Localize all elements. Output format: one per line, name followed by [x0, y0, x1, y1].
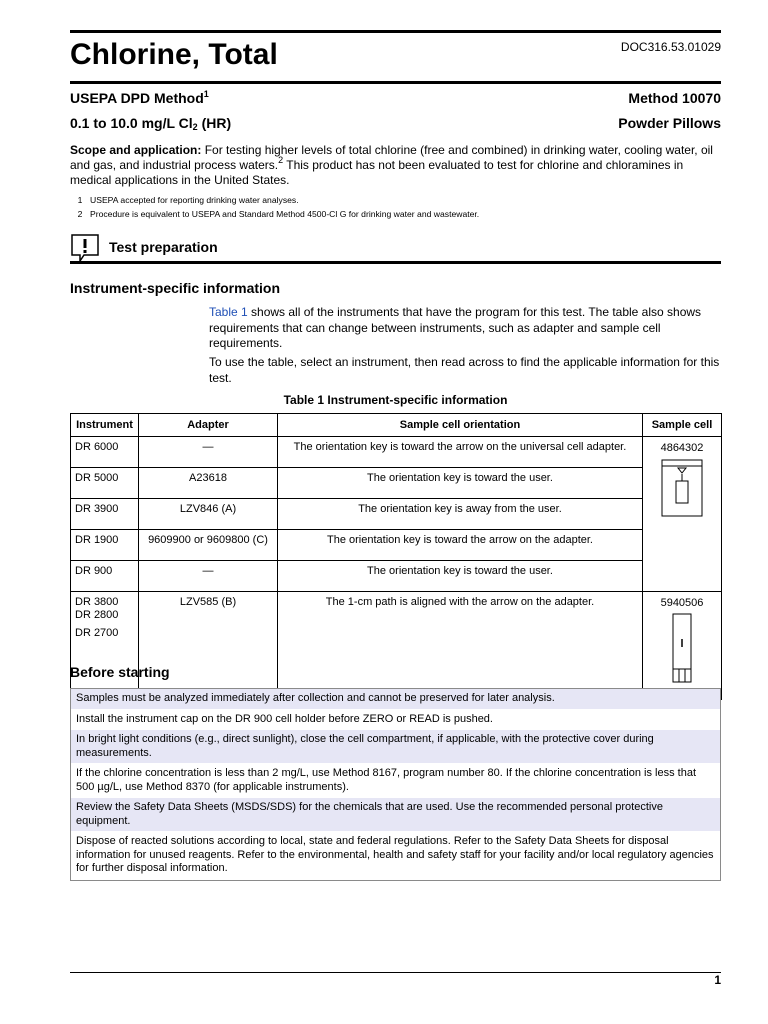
list-item: Samples must be analyzed immediately after collection and cannot be preserved for later analysis. — [71, 689, 720, 710]
sample-cell-number: 5940506 — [660, 597, 704, 609]
cell-instrument: DR 5000 — [71, 468, 139, 499]
caution-icon — [70, 233, 100, 263]
col-header-orientation: Sample cell orientation — [278, 414, 643, 437]
instrument-table — [70, 413, 722, 700]
range: 0.1 to 10.0 mg/L $Cl_2$ (HR) — [70, 115, 232, 132]
cell-adapter: — — [139, 561, 278, 592]
one-cm-sample-cell-icon — [670, 613, 694, 683]
cell-sample-cell-2 — [643, 592, 722, 700]
method-number: Method 10070 — [628, 90, 721, 106]
title-rule — [70, 81, 721, 84]
cell-orientation: The orientation key is toward the user. — [278, 468, 643, 499]
instrument-info-para-2: To use the table, select an instrument, then read across to find the applicable information for this test. — [209, 355, 720, 385]
table-row — [71, 437, 722, 468]
footer-rule — [70, 972, 721, 973]
cell-orientation: The orientation key is toward the user. — [278, 561, 643, 592]
table-row — [71, 468, 722, 499]
footnote-1: 1 USEPA accepted for reporting drinking water analyses. — [77, 195, 299, 205]
table-row — [71, 530, 722, 561]
page-number: 1 — [714, 973, 721, 987]
col-header-sample-cell: Sample cell — [643, 414, 722, 437]
cell-adapter: A23618 — [139, 468, 278, 499]
instrument-info-para-1: Table 1 shows all of the instruments that have the program for this test. The table also shows requirements that can change between instruments, such as adapter and sample cell requirements. — [209, 305, 702, 350]
table-1-link[interactable]: Table 1 — [209, 305, 248, 319]
cell-orientation: The orientation key is toward the arrow on the adapter. — [278, 530, 643, 561]
cell-adapter: — — [139, 437, 278, 468]
cell-sample-cell-1 — [643, 437, 722, 592]
list-item: In bright light conditions (e.g., direct sunlight), close the cell compartment, if applicable, with the protective cover during measurements. — [71, 730, 720, 764]
scope-paragraph: Scope and application: For testing higher levels of total chlorine (free and combined) in drinking water, cooling water, oil and gas, and industrial process waters.$^2$ This product has not been evaluated to test for chlorine and chloramines in medical applications in the United States. — [70, 143, 713, 187]
cell-instrument: DR 1900 — [71, 530, 139, 561]
before-starting-title: Before starting — [70, 664, 170, 680]
cell-adapter: LZV846 (A) — [139, 499, 278, 530]
table-row — [71, 561, 722, 592]
cell-instrument: DR 900 — [71, 561, 139, 592]
table-row — [71, 499, 722, 530]
cell-instrument: DR 6000 — [71, 437, 139, 468]
method-name: USEPA DPD Method$^1$ — [70, 89, 209, 106]
col-header-adapter: Adapter — [139, 414, 278, 437]
cell-instrument: DR 3800 DR 2800 DR 2700 — [71, 592, 139, 700]
cell-orientation: The orientation key is away from the user. — [278, 499, 643, 530]
page-title: Chlorine, Total — [70, 38, 278, 71]
table-header-row — [71, 414, 722, 437]
cell-instrument: DR 3900 — [71, 499, 139, 530]
cell-adapter: LZV585 (B) — [139, 592, 278, 700]
table-caption: Table 1 Instrument-specific information — [283, 393, 508, 407]
top-rule — [70, 30, 721, 33]
list-item: If the chlorine concentration is less than 2 mg/L, use Method 8167, program number 80. If the chlorine concentration is less that 500 µg/L, use Method 8370 (for applicable instruments). — [71, 764, 720, 798]
sample-cell-number: 4864302 — [660, 442, 704, 454]
table-row — [71, 592, 722, 700]
square-sample-cell-icon — [660, 459, 704, 519]
before-starting-list — [70, 688, 721, 881]
list-item: Review the Safety Data Sheets (MSDS/SDS) for the chemicals that are used. Use the recommended personal protective equipment. — [71, 798, 720, 832]
col-header-instrument: Instrument — [71, 414, 139, 437]
list-item: Install the instrument cap on the DR 900 cell holder before ZERO or READ is pushed. — [71, 710, 720, 731]
cell-adapter: 9609900 or 9609800 (C) — [139, 530, 278, 561]
section-rule — [70, 261, 721, 264]
test-preparation-title: Test preparation — [109, 239, 218, 255]
doc-number: DOC316.53.01029 — [620, 40, 721, 54]
cell-orientation: The orientation key is toward the arrow on the universal cell adapter. — [278, 437, 643, 468]
instrument-info-title: Instrument-specific information — [70, 280, 281, 296]
cell-orientation: The 1-cm path is aligned with the arrow on the adapter. — [278, 592, 643, 700]
footnote-2: 2 Procedure is equivalent to USEPA and Standard Method 4500-Cl G for drinking water and wastewater. — [77, 209, 480, 219]
list-item: Dispose of reacted solutions according to local, state and federal regulations. Refer to the Safety Data Sheets for disposal information for unused reagents. Refer to the environmental, health and safety staff for your facility and/or local regulatory agencies for further disposal information. — [71, 832, 720, 880]
format: Powder Pillows — [618, 115, 721, 131]
